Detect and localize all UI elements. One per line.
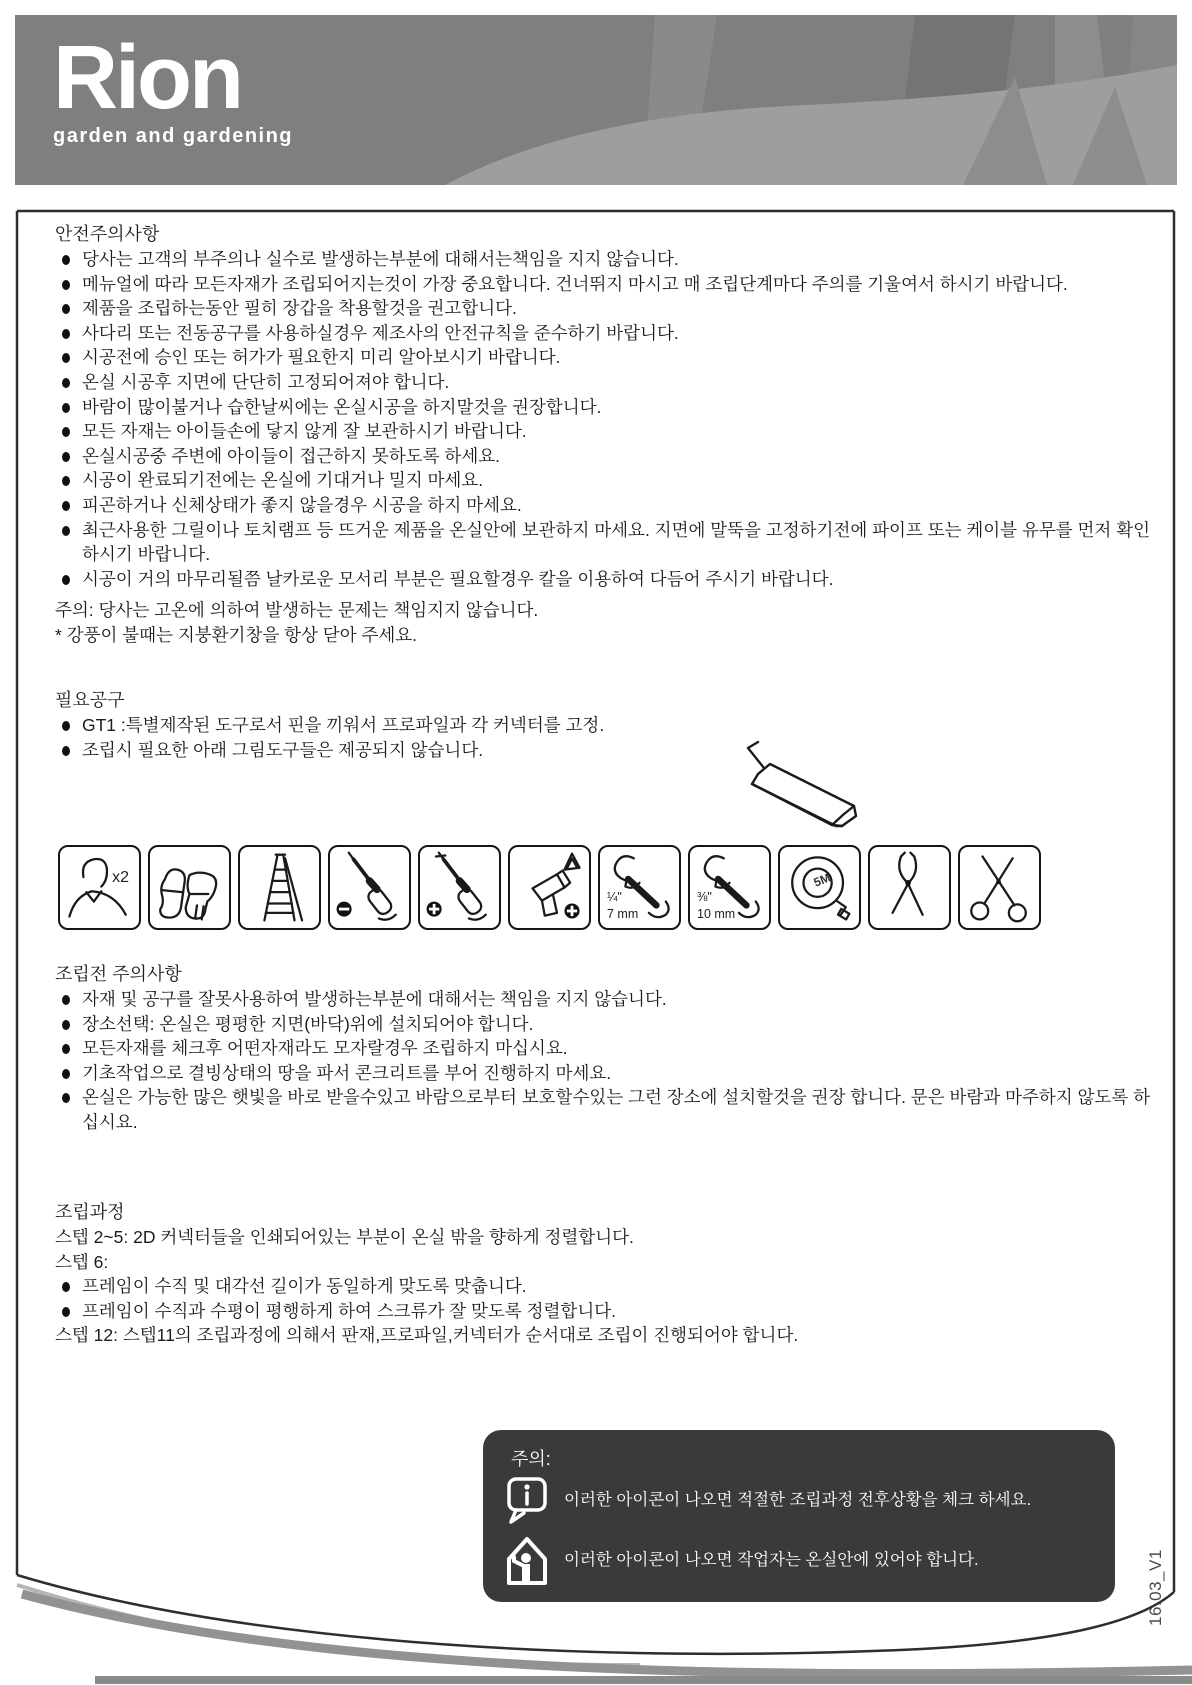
bullet-dot [62,1307,70,1317]
wrench-size-inch: ⅜" [697,890,712,904]
assembly-step-6: 스텝 6: [55,1251,109,1272]
list-item [55,1085,1150,1134]
worker-count-label: x2 [112,869,129,886]
list-item [55,247,1150,272]
bullet-dot [62,721,70,731]
brand-tagline: garden and gardening [53,125,294,147]
info-speech-bubble-icon [503,1474,551,1526]
list-item [55,345,1150,370]
tool-pliers [868,845,951,930]
bullet-dot [62,501,70,511]
list-item-text: 자재 및 공구를 잘못사용하여 발생하는부분에 대해서는 책임을 지지 않습니다. [82,989,667,1009]
notice-row [503,1534,1103,1586]
brand-logo [53,28,294,148]
brand-name: Rion [53,28,241,128]
drill-icon [510,847,588,927]
list-item-text: 당사는 고객의 부주의나 실수로 발생하는부분에 대해서는책임을 지지 않습니다. [82,249,679,269]
list-item [55,518,1150,567]
list-item-text: 시공이 완료되기전에는 온실에 기대거나 밀지 마세요. [82,470,484,491]
bullet-dot [62,427,70,437]
tool-workers [58,845,141,930]
list-item [55,419,1150,444]
wrench-size-mm: 10 mm [697,907,736,921]
bullet-dot [62,995,70,1005]
list-item-text: 메뉴얼에 따라 모든자재가 조립되어지는것이 가장 중요합니다. 건너뛰지 마시고 매 조립단계마다 주의를 기울여서 하시기 바랍니다. [82,273,1068,294]
list-item [55,1061,1150,1086]
scissors-icon [960,847,1038,927]
section-safety [55,222,1150,591]
bullet-dot [62,1093,70,1103]
list-item-text: 모든 자재는 아이들손에 닿지 않게 잘 보관하시기 바랍니다. [82,421,527,442]
list-item [55,1299,1150,1324]
bullet-dot [62,575,70,585]
list-item [55,296,1150,321]
list-item [55,321,1150,346]
list-item-text: 바람이 많이불거나 습한날씨에는 온실시공을 하지말것을 권장합니다. [82,396,602,417]
list-item-text: 프레임이 수직 및 대각선 길이가 동일하게 맞도록 맞춥니다. [82,1276,527,1297]
assembly-list [55,1274,1150,1323]
gloves-icon [150,847,228,927]
notice-box [483,1430,1115,1602]
ladder-icon [240,847,318,927]
list-item-text: 최근사용한 그릴이나 토치램프 등 뜨거운 제품을 온실안에 보관하지 마세요. 지면에 말뚝을 고정하기전에 파이프 또는 케이블 유무를 먼저 확인하시기 바랍니다. [82,519,1151,565]
section-pre-assembly [55,962,1150,1135]
bullet-dot [62,1069,70,1079]
list-item [55,1274,1150,1299]
list-item [55,1012,1150,1037]
worker-icon [60,847,138,927]
bullet-dot [62,329,70,339]
list-item-text: 사다리 또는 전동공구를 사용하실경우 제조사의 안전규칙을 준수하기 바랍니다. [82,322,679,343]
tool-tape-measure [778,845,861,930]
wrench-size-mm: 7 mm [607,907,639,921]
wrench-size-inch: ¼" [607,890,622,904]
bullet-dot [62,255,70,265]
assembly-step-12: 스텝 12: 스텝11의 조립과정에 의해서 판재,프로파일,커넥터가 순서대로 조립이 진행되어야 합니다. [55,1325,799,1346]
bullet-dot [62,378,70,388]
tool-wrench-three-eighth-inch [688,845,771,930]
note-heat: 주의: 당사는 고온에 의하여 발생하는 문제는 책임지지 않습니다. [55,600,539,620]
tool-wrench-quarter-inch [598,845,681,930]
bullet-dot [62,1020,70,1030]
bullet-dot [62,280,70,290]
list-item [55,370,1150,395]
wrench-size-labels [607,889,638,923]
gt1-tool-illustration [728,736,863,832]
tools-title: 필요공구 [55,690,125,710]
list-item-text: 온실시공중 주변에 아이들이 접근하지 못하도록 하세요. [82,445,500,466]
tool-flat-screwdriver [328,845,411,930]
version-label: 16.03_V1 [1146,1549,1165,1626]
list-item [55,395,1150,420]
assembly-title: 조립과정 [55,1202,125,1222]
list-item [55,567,1150,592]
list-item-text: 시공전에 승인 또는 허가가 필요한지 미리 알아보시기 바랍니다. [82,347,561,368]
list-item [55,444,1150,469]
bullet-dot [62,746,70,756]
safety-list [55,247,1150,591]
list-item-text: 조립시 필요한 아래 그림도구들은 제공되지 않습니다. [82,739,484,760]
list-item-text: GT1 :특별제작된 도구로서 핀을 끼워서 프로파일과 각 커넥터를 고정. [82,715,605,735]
assembly-step-2-5: 스텝 2~5: 2D 커넥터들을 인쇄되어있는 부분이 온실 밖을 향하게 정렬합니다. [55,1227,634,1247]
pliers-icon [870,847,948,927]
list-item-text: 기초작업으로 결빙상태의 땅을 파서 콘크리트를 부어 진행하지 마세요. [82,1062,612,1083]
tape-length-label: 5M [811,870,833,890]
list-item [55,1036,1150,1061]
section-notes [55,598,1150,647]
list-item-text: 온실은 가능한 많은 햇빛을 바로 받을수있고 바람으로부터 보호할수있는 그런 장소에 설치할것을 권장 합니다. 문은 바람과 마주하지 않도록 하십시요. [82,1087,1151,1132]
tool-drill [508,845,591,930]
tool-gloves [148,845,231,930]
worker-inside-greenhouse-icon [503,1534,551,1586]
pre-assembly-list [55,987,1150,1135]
list-item-text: 모든자재를 체크후 어떤자재라도 모자랄경우 조립하지 마십시요. [82,1038,568,1059]
list-item-text: 프레임이 수직과 수평이 평행하게 하여 스크류가 잘 맞도록 정렬합니다. [82,1300,617,1321]
tool-phillips-screwdriver [418,845,501,930]
notice-row [503,1474,1103,1526]
section-tools [55,688,1150,762]
list-item [55,272,1150,297]
tool-ladder [238,845,321,930]
list-item-text: 제품을 조립하는동안 필히 장갑을 착용할것을 권고합니다. [82,298,517,319]
list-item-text: 온실 시공후 지면에 단단히 고정되어져야 합니다. [82,371,450,392]
list-item [55,987,1150,1012]
list-item-text: 시공이 거의 마무리될쯤 날카로운 모서리 부분은 필요할경우 칼을 이용하여 다듬어 주시기 바랍니다. [82,568,834,589]
list-item-text: 피곤하거나 신체상태가 좋지 않을경우 시공을 하지 마세요. [82,494,522,515]
tool-scissors [958,845,1041,930]
notice-row-text: 이러한 아이콘이 나오면 작업자는 온실안에 있어야 합니다. [564,1550,979,1569]
list-item [55,468,1150,493]
list-item-text: 장소선택: 온실은 평평한 지면(바닥)위에 설치되어야 합니다. [82,1013,534,1034]
bullet-dot [62,1282,70,1292]
header-banner [15,15,1177,185]
wrench-size-labels [697,889,735,923]
bullet-dot [62,476,70,486]
bullet-dot [62,304,70,314]
tools-list [55,713,1150,762]
list-item [55,713,1150,738]
bullet-dot [62,452,70,462]
flat-screwdriver-icon [330,847,408,927]
bullet-dot [62,353,70,363]
note-wind: * 강풍이 불때는 지붕환기창을 항상 닫아 주세요. [55,624,418,645]
safety-title: 안전주의사항 [55,224,160,244]
bullet-dot [62,1044,70,1054]
section-assembly [55,1200,1150,1348]
notice-row-text: 이러한 아이콘이 나오면 적절한 조립과정 전후상황을 체크 하세요. [564,1490,1032,1509]
notice-title: 주의: [511,1449,551,1469]
pre-assembly-title: 조립전 주의사항 [55,964,182,984]
phillips-screwdriver-icon [420,847,498,927]
list-item [55,493,1150,518]
list-item [55,738,1150,763]
bullet-dot [62,526,70,536]
footer-swoosh [22,1594,1192,1674]
bullet-dot [62,403,70,413]
tool-icon-row [58,845,1041,930]
